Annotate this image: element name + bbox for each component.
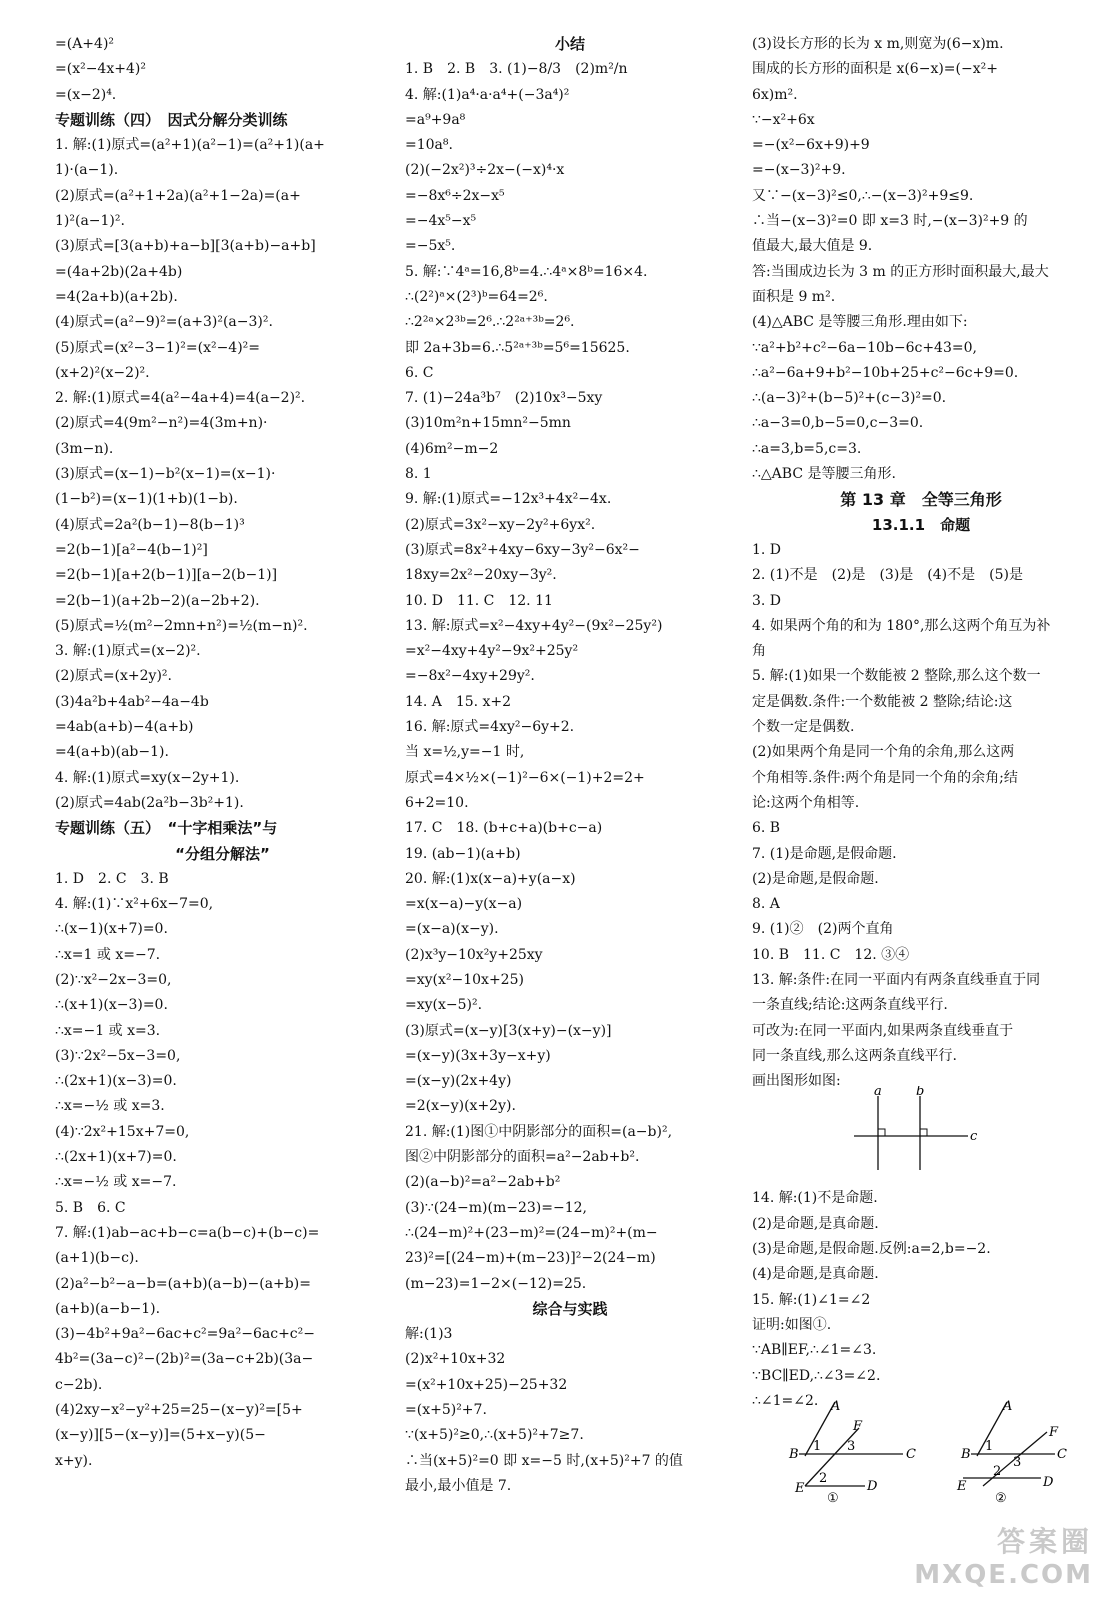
- answer-line: 解:(1)3: [405, 1326, 453, 1343]
- answer-line: 1. D: [752, 541, 782, 558]
- answer-line: 1. 解:(1)原式=(a²+1)(a²−1)=(a²+1)(a+: [55, 137, 325, 154]
- answer-line: (2)原式=3x²−xy−2y²+6yx².: [405, 516, 596, 533]
- answer-line: (1−b²)=(x−1)(1+b)(1−b).: [55, 491, 238, 508]
- answer-line: (a+b)(a−b−1).: [55, 1300, 161, 1317]
- answer-line: x+y).: [55, 1452, 93, 1469]
- answer-line: c−2b).: [55, 1376, 103, 1393]
- answer-line: (3)是命题,是假命题.反例:a=2,b=−2.: [752, 1241, 991, 1258]
- answer-line: 面积是 9 m².: [752, 288, 836, 305]
- fig15b-label-C: C: [1057, 1447, 1067, 1462]
- answer-line: =2(b−1)[a²−4(b−1)²]: [55, 541, 208, 558]
- answer-line: (2)(a−b)²=a²−2ab+b²: [405, 1174, 561, 1191]
- fig15a-label-A: A: [831, 1399, 841, 1414]
- answer-line: =4(a+b)(ab−1).: [55, 744, 169, 761]
- answer-line: (3)−4b²+9a²−6ac+c²=9a²−6ac+c²−: [55, 1326, 315, 1343]
- answer-line: 4. 解:(1)a⁴·a·a⁴+(−3a⁴)²: [405, 86, 570, 103]
- answer-line: =(x−y)(3x+3y−x+y): [405, 1047, 551, 1064]
- answer-line: 5. B 6. C: [55, 1199, 126, 1216]
- watermark: [914, 1520, 1093, 1590]
- answer-line: ∴(x+1)(x−3)=0.: [55, 997, 168, 1014]
- answer-line: 同一条直线,那么这两条直线平行.: [752, 1047, 957, 1064]
- answer-line: =(x−a)(x−y).: [405, 921, 499, 938]
- answer-line: =2(b−1)(a+2b−2)(a−2b+2).: [55, 592, 260, 609]
- answer-line: 当 x=½,y=−1 时,: [405, 744, 525, 761]
- answer-line: ∴x=−½ 或 x=−7.: [55, 1174, 177, 1191]
- answer-line: 4. 解:(1)∵x²+6x−7=0,: [55, 896, 214, 913]
- answer-line: =a⁹+9a⁸: [405, 111, 466, 128]
- answer-line: (3)设长方形的长为 x m,则宽为(6−x)m.: [752, 36, 1004, 52]
- answer-line: (x+2)²(x−2)².: [55, 364, 150, 381]
- answer-line: 18xy=2x²−20xy−3y².: [405, 567, 557, 584]
- answer-line: 又∵−(x−3)²≤0,∴−(x−3)²+9≤9.: [752, 187, 974, 204]
- answer-line: 7. 解:(1)ab−ac+b−c=a(b−c)+(b−c)=: [55, 1224, 320, 1241]
- answer-line: 13. 解:条件:在同一平面内有两条直线垂直于同: [752, 971, 1041, 988]
- middle-column: [405, 32, 735, 1499]
- answer-line: ∴∠1=∠2.: [752, 1392, 819, 1409]
- answer-line: (2)(−2x²)³÷2x−(−x)⁴·x: [405, 162, 565, 179]
- answer-line: =−8x⁶÷2x−x⁵: [405, 187, 505, 204]
- perpendicular-lines-figure: [850, 1086, 980, 1176]
- section-heading: 13.1.1 命题: [871, 515, 971, 534]
- answer-line: 1)²(a−1)².: [55, 213, 125, 230]
- fig15b-label-E: E: [957, 1479, 967, 1494]
- answer-line: (2)原式=(a²+1+2a)(a²+1−2a)=(a+: [55, 187, 301, 204]
- fig15a-label-B: B: [789, 1447, 799, 1462]
- parallel-lines-figure-2: [955, 1398, 1070, 1503]
- answer-line: =xy(x²−10x+25): [405, 971, 524, 988]
- answer-line: =−(x²−6x+9)+9: [752, 137, 870, 154]
- answer-line: ∴a=3,b=5,c=3.: [752, 440, 862, 457]
- fig15a-label-3: 3: [847, 1439, 856, 1454]
- right-column: [752, 32, 1090, 1414]
- answer-line: =x(x−a)−y(x−a): [405, 896, 523, 913]
- answer-line: 5. 解:∵4ᵃ=16,8ᵇ=4.∴4ᵃ×8ᵇ=16×4.: [405, 263, 648, 280]
- answer-line: ∴a²−6a+9+b²−10b+25+c²−6c+9=0.: [752, 364, 1019, 381]
- answer-line: 5. 解:(1)如果一个数能被 2 整除,那么这个数一: [752, 668, 1041, 685]
- answer-line: =−(x−3)²+9.: [752, 162, 846, 179]
- answer-line: ∴△ABC 是等腰三角形.: [752, 466, 896, 483]
- answer-line: 10. B 11. C 12. ③④: [752, 946, 910, 963]
- answer-line: (5)原式=½(m²−2mn+n²)=½(m−n)².: [55, 617, 308, 634]
- answer-line: 6. B: [752, 820, 781, 837]
- answer-line: 6+2=10.: [405, 794, 469, 811]
- answer-line: 一条直线;结论:这两条直线平行.: [752, 997, 948, 1014]
- fig15b-label-F: F: [1049, 1425, 1059, 1440]
- answer-line: 最小,最小值是 7.: [405, 1477, 512, 1494]
- answer-line: 21. 解:(1)图①中阴影部分的面积=(a−b)²,: [405, 1123, 673, 1140]
- answer-line: (2)如果两个角是同一个角的余角,那么这两: [752, 744, 1015, 761]
- section-heading: 综合与实践: [532, 1299, 608, 1318]
- answer-line: 7. (1)是命题,是假命题.: [752, 845, 897, 862]
- answer-line: =2(x−y)(x+2y).: [405, 1098, 516, 1115]
- fig15a-caption: ①: [827, 1491, 839, 1503]
- answer-line: 原式=4×½×(−1)²−6×(−1)+2=2+: [405, 769, 645, 786]
- chapter-heading: 第 13 章 全等三角形: [840, 490, 1002, 510]
- answer-line: 15. 解:(1)∠1=∠2: [752, 1291, 871, 1308]
- fig15a-label-D: D: [867, 1479, 878, 1494]
- fig13-label-a: a: [874, 1086, 882, 1099]
- answer-line: (5)原式=(x²−3−1)²=(x²−4)²=: [55, 339, 261, 356]
- answer-line: ∴x=−½ 或 x=3.: [55, 1098, 165, 1115]
- answer-line: ∵−x²+6x: [752, 111, 815, 128]
- answer-line: ∴(2x+1)(x+7)=0.: [55, 1149, 177, 1166]
- answer-line: 画出图形如图:: [752, 1073, 841, 1090]
- answer-line: =(x−y)(2x+4y): [405, 1073, 512, 1090]
- answer-line: 个角相等.条件:两个角是同一个角的余角;结: [752, 769, 1018, 786]
- answer-line: 4b²=(3a−c)²−(2b)²=(3a−c+2b)(3a−: [55, 1351, 314, 1368]
- answer-line: 答:当围成边长为 3 m 的正方形时面积最大,最大: [752, 263, 1049, 280]
- answer-line: 4. 解:(1)原式=xy(x−2y+1).: [55, 769, 240, 786]
- answer-line: 图②中阴影部分的面积=a²−2ab+b².: [405, 1149, 640, 1166]
- answer-line: ∴(a−3)²+(b−5)²+(c−3)²=0.: [752, 390, 947, 407]
- answer-line: 10. D 11. C 12. 11: [405, 592, 553, 609]
- answer-line: 6x)m².: [752, 86, 798, 103]
- fig15b-caption: ②: [995, 1491, 1007, 1503]
- answer-line: (m−23)=1−2×(−12)=25.: [405, 1275, 587, 1292]
- answer-line: ∴(24−m)²+(23−m)²=(24−m)²+(m−: [405, 1224, 658, 1241]
- answer-line: (3)10m²n+15mn²−5mn: [405, 415, 571, 432]
- fig15b-label-3: 3: [1013, 1455, 1022, 1470]
- answer-line: (3)原式=[3(a+b)+a−b][3(a+b)−a+b]: [55, 238, 316, 255]
- answer-line: ∴x=−1 或 x=3.: [55, 1022, 161, 1039]
- fig15a-label-1: 1: [813, 1439, 822, 1454]
- answer-line: ∴当−(x−3)²=0 即 x=3 时,−(x−3)²+9 的: [752, 213, 1028, 230]
- answer-line: 可改为:在同一平面内,如果两条直线垂直于: [752, 1022, 1014, 1039]
- answer-line: (3)4a²b+4ab²−4a−4b: [55, 693, 209, 710]
- answer-line: (2)原式=4(9m²−n²)=4(3m+n)·: [55, 415, 268, 432]
- answer-line: (4)原式=(a²−9)²=(a+3)²(a−3)².: [55, 314, 273, 331]
- answer-line: (2)原式=(x+2y)².: [55, 668, 172, 685]
- section-heading: “分组分解法”: [175, 844, 270, 863]
- answer-line: =(4a+2b)(2a+4b): [55, 263, 183, 280]
- answer-line: =xy(x−5)².: [405, 997, 483, 1014]
- answer-line: 14. A 15. x+2: [405, 693, 512, 710]
- fig15a-label-E: E: [795, 1481, 805, 1496]
- answer-line: (2)x²+10x+32: [405, 1351, 506, 1368]
- fig13-label-b: b: [916, 1086, 925, 1099]
- answer-line: 3. 解:(1)原式=(x−2)².: [55, 643, 201, 660]
- fig15a-label-2: 2: [819, 1471, 828, 1486]
- answer-line: ∵(x+5)²≥0,∴(x+5)²+7≥7.: [405, 1427, 584, 1444]
- answer-line: 3. D: [752, 592, 782, 609]
- answer-line: (3)原式=8x²+4xy−6xy−3y²−6x²−: [405, 541, 640, 558]
- answer-line: (3)∵(24−m)(m−23)=−12,: [405, 1199, 587, 1216]
- left-column: [55, 32, 390, 1474]
- fig15b-label-D: D: [1043, 1475, 1054, 1490]
- answer-line: =−8x²−4xy+29y².: [405, 668, 535, 685]
- answer-line: 17. C 18. (b+c+a)(b+c−a): [405, 820, 603, 837]
- answer-line: 角: [752, 643, 766, 660]
- answer-line: 9. 解:(1)原式=−12x³+4x²−4x.: [405, 491, 612, 508]
- answer-line: (4)是命题,是真命题.: [752, 1266, 879, 1283]
- answer-line: =(x²−4x+4)²: [55, 61, 146, 78]
- answer-line: ∴(2x+1)(x−3)=0.: [55, 1073, 177, 1090]
- answer-line: 即 2a+3b=6.∴5²ᵃ⁺³ᵇ=5⁶=15625.: [405, 339, 630, 356]
- fig15a-label-C: C: [906, 1447, 916, 1462]
- answer-line: 13. 解:原式=x²−4xy+4y²−(9x²−25y²): [405, 617, 663, 634]
- answer-line: ∴(2²)ᵃ×(2³)ᵇ=64=2⁶.: [405, 288, 548, 305]
- answer-line: (2)是命题,是真命题.: [752, 1215, 879, 1232]
- answer-line: 4. 如果两个角的和为 180°,那么这两个角互为补: [752, 617, 1051, 634]
- fig15a-label-F: F: [853, 1419, 863, 1434]
- answer-line: 1. B 2. B 3. (1)−8/3 (2)m²/n: [405, 61, 628, 78]
- answer-line: ∴(x−1)(x+7)=0.: [55, 921, 168, 938]
- answer-line: (2)a²−b²−a−b=(a+b)(a−b)−(a+b)=: [55, 1275, 311, 1292]
- answer-line: 8. A: [752, 896, 780, 913]
- fig13-label-c: c: [970, 1129, 978, 1144]
- answer-line: ∴当(x+5)²=0 即 x=−5 时,(x+5)²+7 的值: [405, 1452, 683, 1469]
- answer-line: =−5x⁵.: [405, 238, 456, 255]
- fig15b-label-A: A: [1003, 1399, 1013, 1414]
- answer-line: ∴2²ᵃ×2³ᵇ=2⁶.∴2²ᵃ⁺³ᵇ=2⁶.: [405, 314, 575, 331]
- answer-line: (2)原式=4ab(2a²b−3b²+1).: [55, 794, 244, 811]
- answer-line: 值最大,最大值是 9.: [752, 238, 873, 255]
- answer-line: (4)2xy−x²−y²+25=25−(x−y)²=[5+: [55, 1402, 303, 1419]
- answer-line: (3m−n).: [55, 440, 114, 457]
- answer-line: =x²−4xy+4y²−9x²+25y²: [405, 643, 579, 660]
- answer-line: 19. (ab−1)(a+b): [405, 845, 521, 862]
- answer-line: =(A+4)²: [55, 36, 115, 52]
- answer-line: =2(b−1)[a+2(b−1)][a−2(b−1)]: [55, 567, 278, 584]
- answer-line: =(x−2)⁴.: [55, 86, 117, 103]
- answer-line: (a+1)(b−c).: [55, 1250, 139, 1267]
- answer-line: =(x²+10x+25)−25+32: [405, 1376, 568, 1393]
- section-heading: 专题训练（四） 因式分解分类训练: [55, 110, 288, 129]
- answer-line: =−4x⁵−x⁵: [405, 213, 477, 230]
- watermark-top: 答案圈: [996, 1525, 1093, 1558]
- answer-line: 6. C: [405, 364, 434, 381]
- answer-line: (3)∵2x²−5x−3=0,: [55, 1047, 181, 1064]
- answer-line: 定是偶数.条件:一个数能被 2 整除;结论:这: [752, 693, 1013, 710]
- answer-line: 20. 解:(1)x(x−a)+y(a−x): [405, 870, 576, 887]
- answer-line: =4ab(a+b)−4(a+b): [55, 719, 194, 736]
- answer-line: 9. (1)② (2)两个直角: [752, 921, 894, 938]
- answer-line: (2)∵x²−2x−3=0,: [55, 971, 172, 988]
- answer-line: (2)x³y−10x²y+25xy: [405, 946, 543, 963]
- answer-line: ∵a²+b²+c²−6a−10b−6c+43=0,: [752, 339, 977, 356]
- answer-line: 1)·(a−1).: [55, 162, 119, 179]
- answer-line: =4(2a+b)(a+2b).: [55, 288, 178, 305]
- answer-line: ∵BC∥ED,∴∠3=∠2.: [752, 1367, 881, 1384]
- answer-line: 16. 解:原式=4xy²−6y+2.: [405, 719, 575, 736]
- answer-line: =10a⁸.: [405, 137, 453, 154]
- fig15b-label-B: B: [961, 1447, 971, 1462]
- answer-line: 围成的长方形的面积是 x(6−x)=(−x²+: [752, 61, 998, 78]
- answer-line: (2)是命题,是假命题.: [752, 870, 879, 887]
- answer-line: 1. D 2. C 3. B: [55, 870, 169, 887]
- answer-line: 论:这两个角相等.: [752, 794, 860, 811]
- parallel-lines-figure-1: [783, 1398, 923, 1503]
- answer-line: 个数一定是偶数.: [752, 719, 855, 736]
- answer-line: (3)原式=(x−1)−b²(x−1)=(x−1)·: [55, 466, 276, 483]
- answer-line: 8. 1: [405, 466, 432, 483]
- answer-line: 2. 解:(1)原式=4(a²−4a+4)=4(a−2)².: [55, 390, 306, 407]
- answer-line: ∴x=1 或 x=−7.: [55, 946, 161, 963]
- answer-line: ∴a−3=0,b−5=0,c−3=0.: [752, 415, 924, 432]
- answer-line: (4)原式=2a²(b−1)−8(b−1)³: [55, 516, 245, 533]
- answer-line: 2. (1)不是 (2)是 (3)是 (4)不是 (5)是: [752, 567, 1023, 584]
- answer-line: (4)△ABC 是等腰三角形.理由如下:: [752, 314, 968, 331]
- answer-line: (4)∵2x²+15x+7=0,: [55, 1123, 190, 1140]
- fig15b-label-2: 2: [993, 1464, 1002, 1479]
- answer-line: 23)²=[(24−m)+(m−23)]²−2(24−m): [405, 1250, 656, 1267]
- answer-line: 证明:如图①.: [752, 1316, 832, 1333]
- answer-line: 7. (1)−24a³b⁷ (2)10x³−5xy: [405, 390, 603, 407]
- section-heading: 专题训练（五） “十字相乘法”与: [55, 819, 278, 838]
- answer-line: (4)6m²−m−2: [405, 440, 499, 457]
- answer-line: (3)原式=(x−y)[3(x+y)−(x−y)]: [405, 1022, 612, 1039]
- answer-line: ∵AB∥EF,∴∠1=∠3.: [752, 1342, 877, 1359]
- answer-line: 14. 解:(1)不是命题.: [752, 1190, 878, 1207]
- answer-line: (x−y)][5−(x−y)]=(5+x−y)(5−: [55, 1427, 266, 1444]
- answer-line: =(x+5)²+7.: [405, 1402, 487, 1419]
- fig15b-label-1: 1: [985, 1439, 994, 1454]
- watermark-bottom: MXQE.COM: [914, 1560, 1093, 1590]
- section-heading: 小结: [554, 35, 585, 53]
